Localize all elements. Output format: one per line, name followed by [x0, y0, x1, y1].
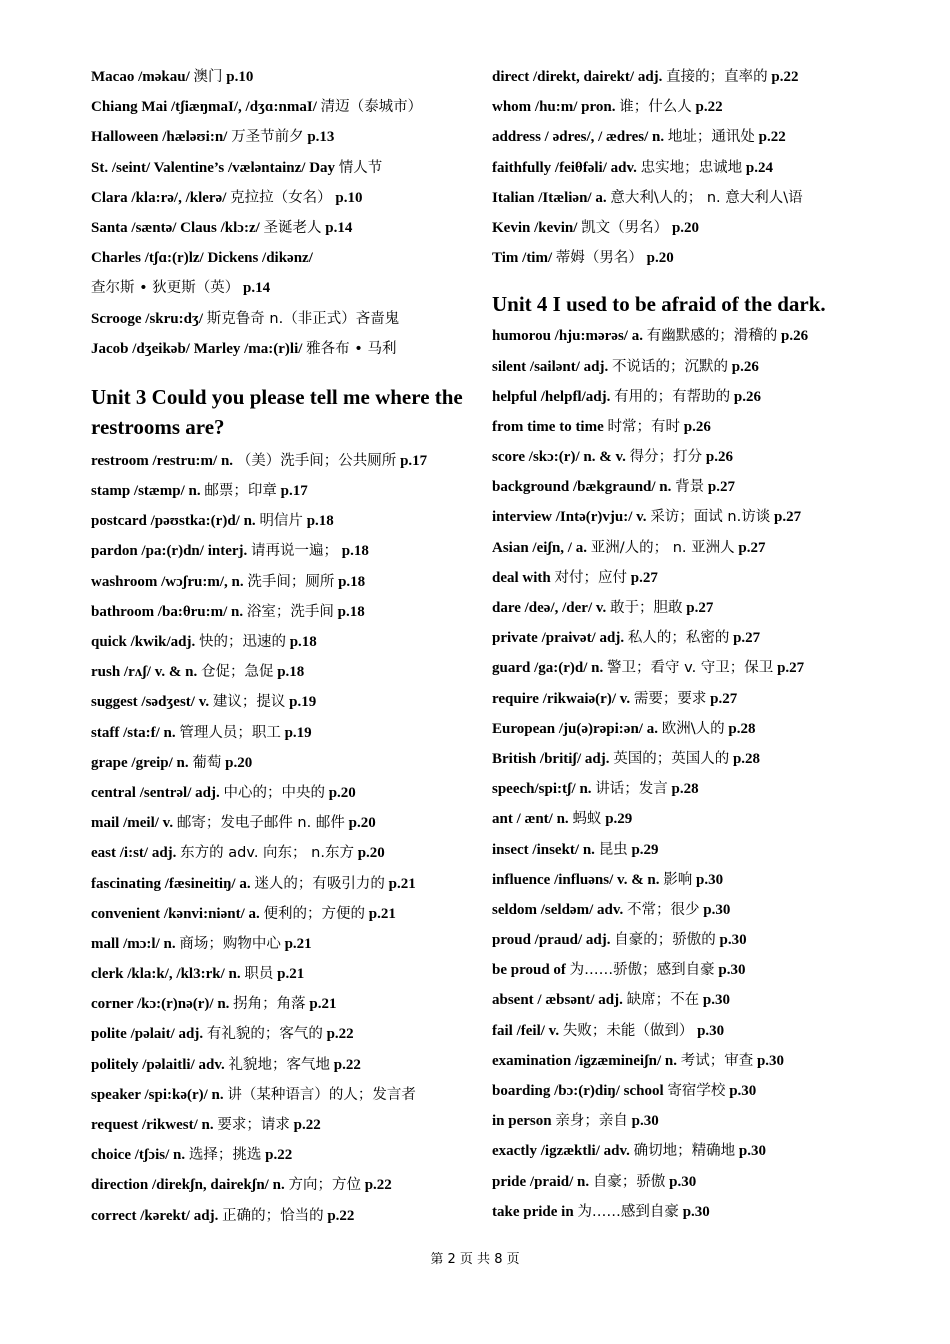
entry-definition: 澳门 — [193, 69, 223, 85]
entry-page-ref: p.22 — [326, 1026, 354, 1043]
entry-headword: suggest /sədʒest/ v. — [91, 694, 210, 711]
entry-page-ref: p.26 — [683, 418, 711, 435]
entry-page-ref: p.21 — [284, 935, 312, 952]
entry-definition: 确切地；精确地 — [633, 1143, 736, 1160]
entry-headword: washroom /wɔʃru:m/, n. — [91, 573, 244, 590]
vocab-entry — [492, 1167, 892, 1197]
entry-definition: 仓促；急促 — [200, 664, 274, 681]
entry-page-ref: p.27 — [686, 600, 714, 616]
vocab-entry — [492, 774, 892, 804]
vocab-entry — [492, 1046, 892, 1076]
entry-headword: be proud of — [492, 962, 566, 979]
vocab-entry — [91, 838, 476, 868]
entry-page-ref: p.30 — [631, 1113, 659, 1130]
vocab-entry — [91, 1170, 476, 1200]
entry-headword: choice /tʃɔis/ n. — [91, 1147, 186, 1164]
vocab-entry — [91, 92, 476, 122]
entry-definition: 不说话的；沉默的 — [612, 358, 729, 375]
vocab-entry — [492, 183, 892, 213]
entry-page-ref: p.10 — [335, 189, 363, 206]
entry-definition: 快的；迅速的 — [198, 634, 286, 650]
vocab-list-unit3-tail — [492, 62, 892, 273]
entry-headword: fail /feil/ v. — [492, 1022, 560, 1039]
entry-definition: 考试；审查 — [680, 1052, 754, 1069]
entry-headword: clerk /kla:k/, /kl3:rk/ n. — [91, 966, 241, 983]
entry-definition: 商场；购物中心 — [179, 935, 281, 952]
entry-definition: 自豪的；骄傲的 — [614, 932, 716, 949]
vocab-entry — [91, 929, 476, 959]
entry-page-ref: p.20 — [646, 250, 674, 267]
vocab-entry — [492, 153, 892, 183]
entry-headword: rush /rʌʃ/ v. & n. — [91, 664, 198, 681]
entry-definition: 私人的；私密的 — [627, 630, 730, 647]
entry-page-ref: p.18 — [337, 603, 365, 620]
vocab-entry — [492, 62, 892, 92]
vocab-entry — [91, 567, 476, 597]
entry-definition: 建议；提议 — [212, 694, 286, 711]
vocab-entry — [91, 808, 476, 838]
vocab-entry — [492, 955, 892, 985]
entry-definition: 缺席；不在 — [626, 992, 700, 1009]
entry-headword: speaker /spi:kə(r)/ n. — [91, 1086, 224, 1103]
entry-page-ref: p.30 — [697, 1022, 725, 1039]
entry-definition: 自豪；骄傲 — [592, 1173, 666, 1190]
entry-headword: quick /kwik/adj. — [91, 634, 196, 650]
entry-headword: European /ju(ə)rəpi:ən/ a. — [492, 720, 658, 737]
vocab-entry — [492, 865, 892, 895]
entry-page-ref: p.18 — [306, 513, 334, 530]
entry-headword: grape /greip/ n. — [91, 754, 189, 771]
vocab-entry — [492, 92, 892, 122]
entry-page-ref: p.17 — [400, 452, 428, 469]
vocab-entry — [492, 985, 892, 1015]
entry-page-ref: p.27 — [710, 690, 738, 707]
vocab-entry — [492, 321, 892, 351]
entry-definition: 邮票；印章 — [204, 483, 277, 500]
entry-page-ref: p.13 — [307, 129, 335, 146]
entry-definition: 谁；什么人 — [619, 99, 692, 116]
entry-page-ref: p.30 — [696, 871, 724, 888]
entry-page-ref: p.30 — [702, 992, 730, 1009]
entry-headword: dare /deə/, /der/ v. — [492, 600, 607, 616]
entry-headword: Clara /kla:rə/, /klerə/ — [91, 189, 227, 206]
entry-page-ref: p.27 — [733, 630, 761, 647]
entry-definition: 拐角；角落 — [233, 996, 306, 1013]
entry-definition: 万圣节前夕 — [231, 129, 304, 146]
entry-definition: 明信片 — [259, 513, 303, 530]
entry-headword: exactly /igzæktli/ adv. — [492, 1143, 630, 1160]
vocab-entry — [91, 778, 476, 808]
entry-headword: east /i:st/ adj. — [91, 845, 177, 862]
vocab-entry — [492, 1136, 892, 1166]
entry-headword: Kevin /kevin/ — [492, 219, 578, 236]
vocab-entry — [492, 412, 892, 442]
entry-definition: 得分；打分 — [629, 449, 703, 466]
entry-headword: interview /Intə(r)vju:/ v. — [492, 509, 647, 526]
entry-definition: 时常；有时 — [607, 418, 681, 435]
vocab-entry — [492, 925, 892, 955]
entry-headword: St. /seint/ Valentine’s /væləntainz/ Day — [91, 159, 336, 176]
vocab-entry — [492, 653, 892, 683]
entry-definition: 凯文（男名） — [581, 219, 669, 236]
entry-headword: stamp /stæmp/ n. — [91, 483, 201, 500]
vocab-entry — [91, 476, 476, 506]
entry-page-ref: p.22 — [364, 1177, 392, 1194]
vocab-entry — [91, 334, 476, 364]
entry-page-ref: p.27 — [707, 479, 735, 496]
entry-definition: 选择；挑选 — [188, 1147, 262, 1164]
vocab-entry — [492, 382, 892, 412]
entry-headword: bathroom /ba:θru:m/ n. — [91, 603, 244, 620]
entry-headword: Tim /tim/ — [492, 250, 553, 267]
entry-page-ref: p.27 — [777, 660, 805, 677]
entry-page-ref: p.30 — [703, 901, 731, 918]
vocab-entry — [91, 536, 476, 566]
entry-headword: in person — [492, 1113, 552, 1130]
vocab-entry — [91, 183, 476, 213]
entry-headword: correct /kərekt/ adj. — [91, 1207, 219, 1224]
entry-definition: 职员 — [244, 966, 274, 983]
vocab-entry — [492, 1016, 892, 1046]
entry-page-ref: p.14 — [243, 280, 271, 297]
entry-page-ref: p.27 — [630, 569, 658, 586]
vocab-entry — [492, 502, 892, 532]
left-column — [91, 62, 476, 1231]
vocab-entry — [91, 304, 476, 334]
vocab-entry — [91, 657, 476, 687]
entry-definition: 正确的；恰当的 — [222, 1207, 324, 1224]
entry-headword: postcard /pəʊstka:(r)d/ n. — [91, 513, 256, 530]
entry-definition: 蒂姆（男名） — [555, 250, 643, 267]
entry-headword: pride /praid/ n. — [492, 1173, 590, 1190]
entry-headword: guard /ga:(r)d/ n. — [492, 660, 604, 677]
entry-headword: Italian /Itæliən/ a. — [492, 189, 607, 206]
entry-definition: 要求；请求 — [217, 1117, 290, 1133]
entry-headword: request /rikwest/ n. — [91, 1117, 214, 1133]
entry-page-ref: p.18 — [341, 543, 369, 560]
entry-headword: speech/spi:tʃ/ n. — [492, 781, 592, 798]
vocab-list-unit3 — [91, 446, 476, 1231]
vocab-entry — [492, 895, 892, 925]
entry-definition: 昆虫 — [598, 841, 628, 858]
vocab-entry — [91, 1050, 476, 1080]
entry-headword: fascinating /fæsineitiŋ/ a. — [91, 875, 251, 892]
right-column — [492, 62, 892, 1227]
vocab-entry — [91, 869, 476, 899]
entry-definition: 敢于；胆敢 — [610, 600, 683, 616]
vocab-list-unit4 — [492, 321, 892, 1227]
vocab-entry — [492, 714, 892, 744]
entry-headword: polite /pəlait/ adj. — [91, 1026, 204, 1043]
entry-headword: helpful /helpfl/adj. — [492, 388, 611, 405]
vocab-entry — [492, 122, 892, 152]
vocab-entry — [91, 597, 476, 627]
entry-page-ref: p.21 — [388, 875, 416, 892]
entry-page-ref: p.27 — [738, 539, 766, 556]
vocab-entry — [492, 593, 892, 623]
entry-page-ref: p.20 — [225, 754, 253, 771]
entry-headword: proud /praud/ adj. — [492, 932, 611, 949]
entry-headword: direction /direkʃn, dairekʃn/ n. — [91, 1177, 285, 1194]
entry-headword: boarding /bɔ:(r)diŋ/ school — [492, 1083, 664, 1099]
entry-page-ref: p.19 — [284, 724, 312, 741]
entry-definition: 寄宿学校 — [667, 1083, 726, 1099]
entry-headword: insect /insekt/ n. — [492, 841, 595, 858]
entry-definition: 方向；方位 — [288, 1177, 361, 1194]
vocab-entry — [492, 472, 892, 502]
entry-page-ref: p.29 — [605, 811, 633, 828]
entry-definition: 斯克鲁奇 n.（非正式）吝啬鬼 — [206, 310, 400, 327]
vocab-entry — [91, 243, 476, 273]
entry-definition: 浴室；洗手间 — [246, 603, 334, 620]
vocab-entry — [492, 442, 892, 472]
entry-page-ref: p.19 — [289, 694, 317, 711]
vocab-entry — [492, 533, 892, 563]
entry-headword: convenient /kənvi:niənt/ a. — [91, 905, 260, 922]
entry-definition: 对付；应付 — [554, 569, 628, 586]
entry-headword: central /sentrəl/ adj. — [91, 784, 220, 801]
entry-page-ref: p.20 — [328, 784, 356, 801]
vocab-entry — [91, 122, 476, 152]
entry-headword: seldom /seldəm/ adv. — [492, 901, 624, 918]
entry-page-ref: p.26 — [705, 449, 733, 466]
vocab-entry — [492, 1197, 892, 1227]
vocab-entry — [492, 1076, 892, 1106]
vocab-entry — [492, 835, 892, 865]
entry-definition: 直接的；直率的 — [666, 69, 768, 85]
entry-definition: 雅各布 • 马利 — [306, 340, 397, 357]
entry-definition: 迷人的；有吸引力的 — [254, 875, 385, 892]
entry-page-ref: p.28 — [671, 781, 699, 798]
entry-headword: restroom /restru:m/ n. — [91, 452, 234, 469]
entry-headword: whom /hu:m/ pron. — [492, 99, 616, 116]
entry-page-ref: p.22 — [771, 69, 799, 85]
entry-page-ref: p.20 — [348, 815, 376, 832]
entry-headword: take pride in — [492, 1203, 574, 1220]
entry-definition: 请再说一遍； — [251, 543, 339, 560]
unit3-heading: Unit 3 Could you please tell me where the restrooms are? — [91, 384, 463, 439]
entry-headword: absent / æbsənt/ adj. — [492, 992, 623, 1009]
entry-page-ref: p.22 — [327, 1207, 355, 1224]
entry-headword: influence /influəns/ v. & n. — [492, 871, 660, 888]
entry-definition: 管理人员；职工 — [179, 724, 281, 741]
entry-definition: 有礼貌的；客气的 — [206, 1026, 323, 1043]
entry-page-ref: p.26 — [733, 388, 761, 405]
entry-headword: Macao /məkau/ — [91, 69, 190, 85]
vocab-entry — [91, 899, 476, 929]
entry-definition: 采访；面试 n.访谈 — [650, 509, 771, 526]
entry-definition: 需要；要求 — [633, 690, 707, 707]
entry-page-ref: p.26 — [731, 358, 759, 375]
entry-headword: British /britiʃ/ adj. — [492, 750, 610, 767]
entry-headword: pardon /pa:(r)dn/ interj. — [91, 543, 248, 560]
entry-page-ref: p.26 — [780, 328, 809, 345]
entry-definition: 东方的 adv. 向东； n.东方 — [180, 845, 354, 862]
vocab-entry — [91, 748, 476, 778]
entry-definition: 背景 — [675, 479, 705, 496]
entry-definition: 亚洲/人的； n. 亚洲人 — [590, 539, 735, 556]
entry-page-ref: p.22 — [293, 1117, 321, 1133]
vocab-entry — [492, 563, 892, 593]
entry-definition: 清迈（泰城市） — [320, 99, 423, 116]
vocab-entry — [91, 627, 476, 657]
entry-definition: 亲身；亲自 — [555, 1113, 628, 1130]
entry-headword: corner /kɔ:(r)nə(r)/ n. — [91, 996, 230, 1013]
entry-headword: ant / ænt/ n. — [492, 811, 569, 828]
entry-definition: 中心的；中央的 — [223, 784, 325, 801]
vocab-entry — [91, 213, 476, 243]
vocab-entry — [91, 1019, 476, 1049]
vocab-entry — [91, 153, 476, 183]
entry-headword: score /skɔ:(r)/ n. & v. — [492, 449, 626, 466]
entry-headword: Charles /tʃɑ:(r)lz/ Dickens /dikənz/ — [91, 250, 313, 267]
vocab-entry — [492, 684, 892, 714]
vocab-entry — [91, 1080, 476, 1110]
entry-page-ref: p.18 — [277, 664, 305, 681]
entry-headword: require /rikwaiə(r)/ v. — [492, 690, 631, 707]
entry-page-ref: p.30 — [729, 1083, 757, 1099]
entry-definition: 圣诞老人 — [263, 219, 322, 236]
entry-page-ref: p.17 — [280, 483, 308, 500]
entry-definition: 讲（某种语言）的人；发言者 — [227, 1086, 416, 1103]
entry-headword: from time to time — [492, 418, 604, 435]
vocab-entry — [91, 273, 476, 303]
entry-headword: private /praivət/ adj. — [492, 630, 625, 647]
entry-page-ref: p.21 — [309, 996, 337, 1013]
vocab-entry — [492, 352, 892, 382]
entry-headword: deal with — [492, 569, 551, 586]
entry-definition: 欧洲\人的 — [661, 720, 725, 737]
vocab-entry — [492, 804, 892, 834]
entry-page-ref: p.20 — [357, 845, 385, 862]
vocab-entry — [91, 989, 476, 1019]
entry-definition: 不常；很少 — [627, 901, 700, 918]
entry-page-ref: p.22 — [333, 1056, 361, 1073]
entry-headword: silent /sailənt/ adj. — [492, 358, 609, 375]
entry-headword: examination /igzæmineiʃn/ n. — [492, 1052, 677, 1069]
entry-headword: humorou /hju:mərəs/ a. — [492, 328, 643, 345]
entry-page-ref: p.30 — [756, 1052, 785, 1069]
vocab-entry — [91, 718, 476, 748]
entry-page-ref: p.29 — [631, 841, 659, 858]
entry-headword: politely /pəlaitli/ adv. — [91, 1056, 225, 1073]
entry-definition: 情人节 — [338, 159, 383, 176]
vocab-entry — [91, 1201, 476, 1231]
entry-page-ref: p.28 — [732, 750, 761, 767]
entry-definition: 礼貌地；客气地 — [228, 1056, 331, 1073]
entry-definition: 失败；未能（做到） — [562, 1022, 694, 1039]
entry-headword: faithfully /feiθfəli/ adv. — [492, 159, 637, 176]
vocab-entry — [91, 959, 476, 989]
entry-headword: Scrooge /skru:dʒ/ — [91, 310, 204, 327]
entry-definition: 为……感到自豪 — [577, 1203, 679, 1220]
entry-page-ref: p.20 — [671, 219, 700, 236]
entry-definition: 警卫；看守 v. 守卫；保卫 — [607, 660, 774, 677]
vocab-list-unit2-tail — [91, 62, 476, 364]
vocab-entry — [492, 213, 892, 243]
entry-headword: Santa /sæntə/ Claus /klɔ:z/ — [91, 219, 260, 236]
entry-page-ref: p.30 — [718, 962, 746, 979]
entry-definition: 邮寄；发电子邮件 n. 邮件 — [176, 815, 345, 832]
vocab-entry — [91, 506, 476, 536]
entry-page-ref: p.18 — [338, 573, 366, 590]
vocab-entry — [91, 446, 476, 476]
entry-headword: mall /mɔ:l/ n. — [91, 935, 176, 952]
vocab-entry — [91, 62, 476, 92]
vocab-entry — [91, 687, 476, 717]
entry-definition: 有用的；有帮助的 — [614, 388, 731, 405]
entry-definition: 影响 — [663, 871, 693, 888]
entry-page-ref: p.21 — [368, 905, 396, 922]
entry-headword: address / ədres/, / ædres/ n. — [492, 129, 665, 146]
entry-headword: Asian /eiʃn, / a. — [492, 539, 587, 556]
entry-page-ref: p.30 — [719, 932, 747, 949]
vocab-entry — [91, 1140, 476, 1170]
vocab-entry — [492, 1106, 892, 1136]
page-footer: 第 2 页 共 8 页 — [430, 1252, 520, 1267]
entry-headword: Chiang Mai /tʃiæŋmaI/, /dʒɑ:nmaI/ — [91, 99, 317, 116]
entry-page-ref: p.14 — [325, 219, 353, 236]
entry-page-ref: p.30 — [669, 1173, 697, 1190]
entry-definition: 克拉拉（女名） — [230, 189, 332, 206]
entry-page-ref: p.22 — [695, 99, 723, 116]
entry-definition: （美）洗手间；公共厕所 — [236, 452, 397, 469]
entry-page-ref: p.21 — [277, 966, 305, 983]
entry-headword: direct /direkt, dairekt/ adj. — [492, 69, 663, 85]
vocab-entry — [492, 243, 892, 273]
entry-page-ref: p.30 — [682, 1203, 710, 1220]
entry-definition: 忠实地；忠诚地 — [640, 159, 743, 176]
entry-page-ref: p.27 — [773, 509, 802, 526]
entry-headword: Jacob /dʒeikəb/ Marley /ma:(r)li/ — [91, 340, 303, 357]
entry-definition: 查尔斯 • 狄更斯（英） — [91, 280, 240, 297]
entry-definition: 有幽默感的；滑稽的 — [646, 328, 778, 345]
entry-headword: mail /meil/ v. — [91, 815, 174, 832]
entry-headword: staff /sta:f/ n. — [91, 724, 176, 741]
entry-definition: 英国的；英国人的 — [613, 750, 730, 767]
entry-definition: 蚂蚁 — [572, 811, 602, 828]
entry-headword: background /bækgraund/ n. — [492, 479, 672, 496]
vocab-entry — [91, 1110, 476, 1140]
entry-definition: 意大利\人的； n. 意大利人\语 — [610, 189, 803, 206]
entry-definition: 为……骄傲；感到自豪 — [569, 962, 715, 979]
entry-page-ref: p.24 — [745, 159, 774, 176]
unit4-heading: Unit 4 I used to be afraid of the dark. — [492, 292, 826, 317]
entry-page-ref: p.22 — [265, 1147, 293, 1164]
entry-page-ref: p.28 — [728, 720, 756, 737]
entry-definition: 便利的；方便的 — [263, 905, 366, 922]
vocab-entry — [492, 744, 892, 774]
entry-page-ref: p.22 — [758, 129, 786, 146]
entry-definition: 洗手间；厕所 — [247, 573, 335, 590]
entry-page-ref: p.18 — [289, 634, 317, 650]
entry-definition: 讲话；发言 — [595, 781, 668, 798]
entry-page-ref: p.10 — [226, 69, 254, 85]
entry-page-ref: p.30 — [738, 1143, 767, 1160]
vocab-entry — [492, 623, 892, 653]
entry-headword: Halloween /hæləʊi:n/ — [91, 129, 228, 146]
entry-definition: 葡萄 — [192, 754, 222, 771]
entry-definition: 地址；通讯处 — [667, 129, 755, 146]
